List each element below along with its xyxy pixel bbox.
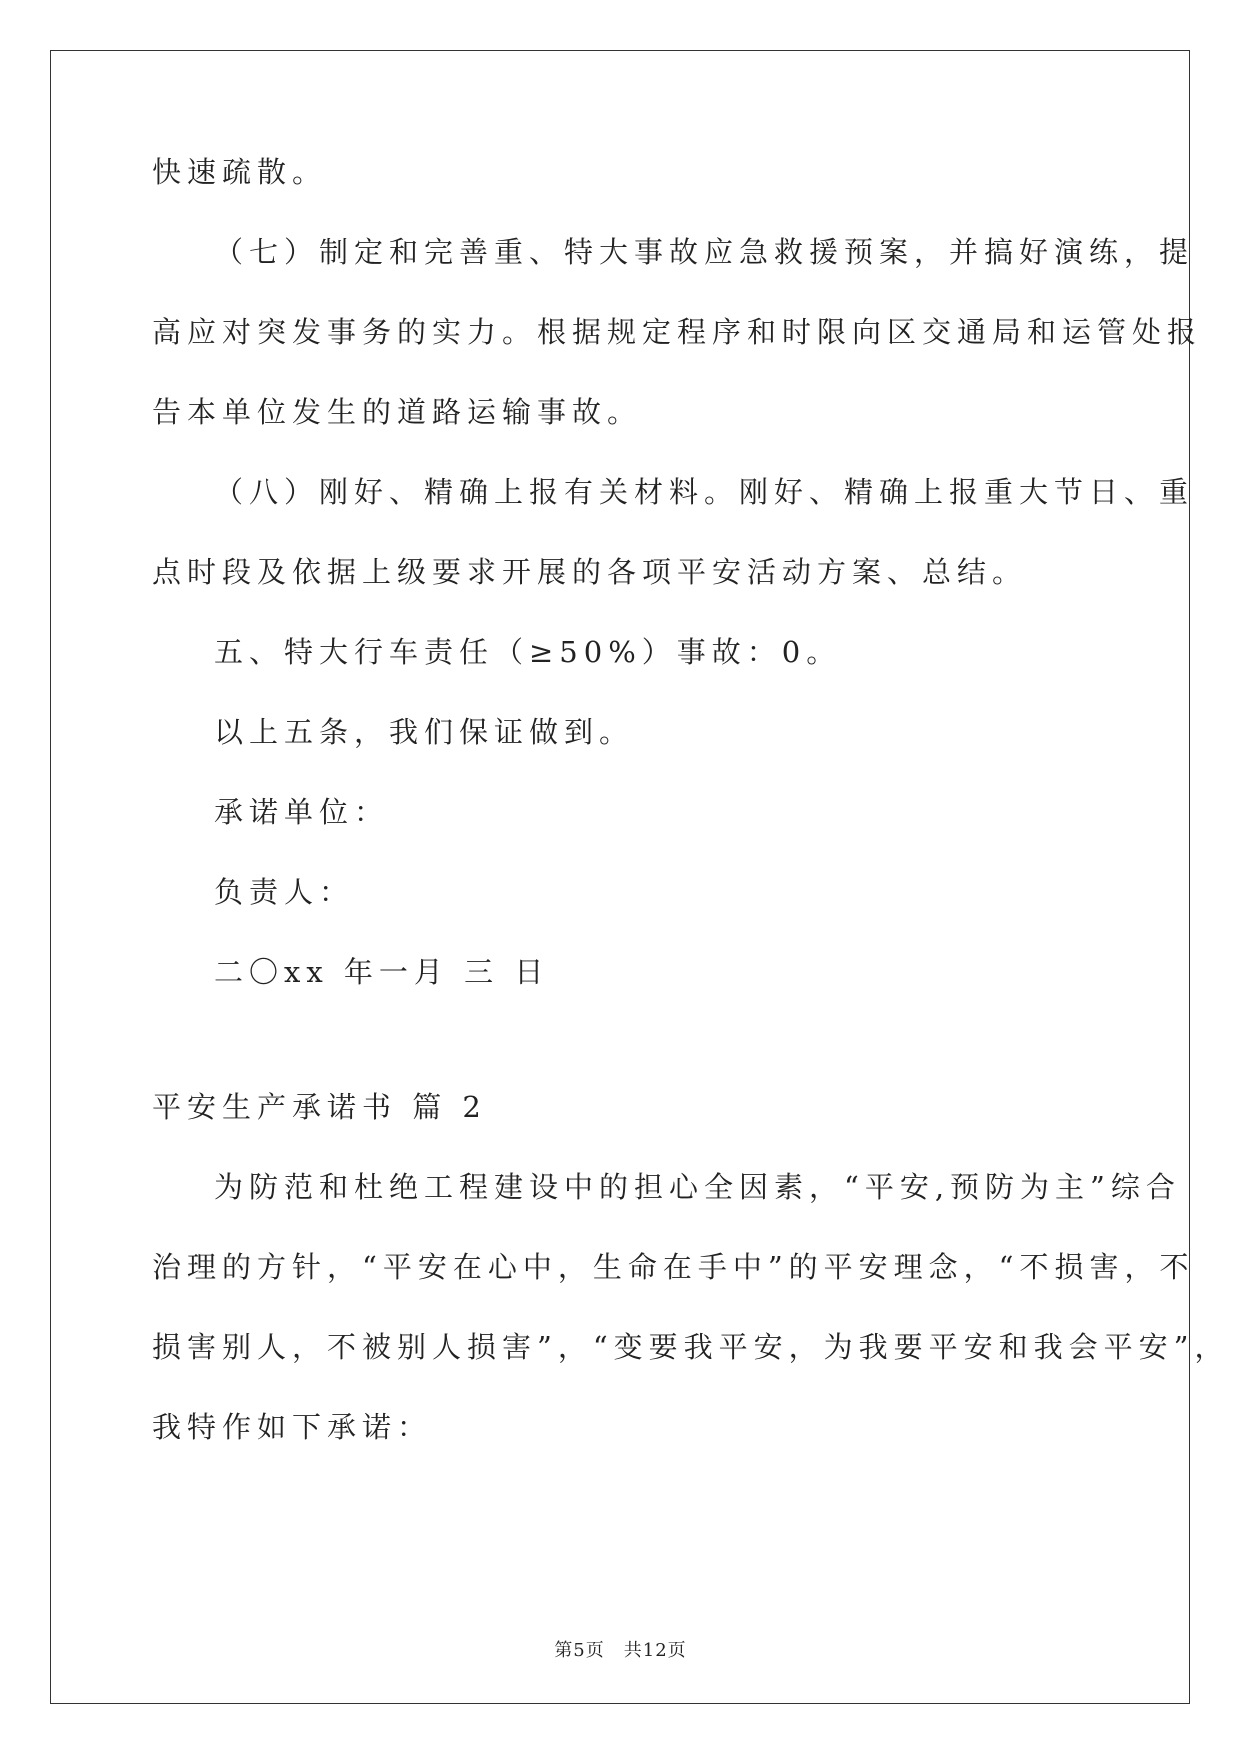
signature-date: 二〇xx 年一月 三 日	[214, 955, 550, 989]
body-line-8: 以上五条，我们保证做到。	[214, 715, 635, 749]
section-heading: 平安生产承诺书 篇 2	[152, 1090, 487, 1124]
body-line-2: （七）制定和完善重、特大事故应急救援预案，并搞好演练，提	[214, 235, 1195, 269]
body-line-13: 为防范和杜绝工程建设中的担心全因素，“平安,预防为主”综合	[214, 1170, 1181, 1204]
body-line-14: 治理的方针，“平安在心中，生命在手中”的平安理念，“不损害，不	[152, 1250, 1195, 1284]
signature-unit-label: 承诺单位：	[214, 795, 390, 829]
body-line-1: 快速疏散。	[152, 155, 328, 189]
body-line-16: 我特作如下承诺：	[152, 1410, 433, 1444]
signature-person-label: 负责人：	[214, 875, 355, 909]
body-line-5: （八）刚好、精确上报有关材料。刚好、精确上报重大节日、重	[214, 475, 1195, 509]
body-line-7: 五、特大行车责任（≥50%）事故：0。	[214, 635, 842, 669]
page-number-footer: 第5页 共12页	[554, 1640, 687, 1661]
body-line-15: 损害别人，不被别人损害”，“变要我平安，为我要平安和我会平安”，	[152, 1330, 1230, 1364]
body-line-4: 告本单位发生的道路运输事故。	[152, 395, 643, 429]
body-line-3: 高应对突发事务的实力。根据规定程序和时限向区交通局和运管处报	[152, 315, 1203, 349]
body-line-6: 点时段及依据上级要求开展的各项平安活动方案、总结。	[152, 555, 1028, 589]
